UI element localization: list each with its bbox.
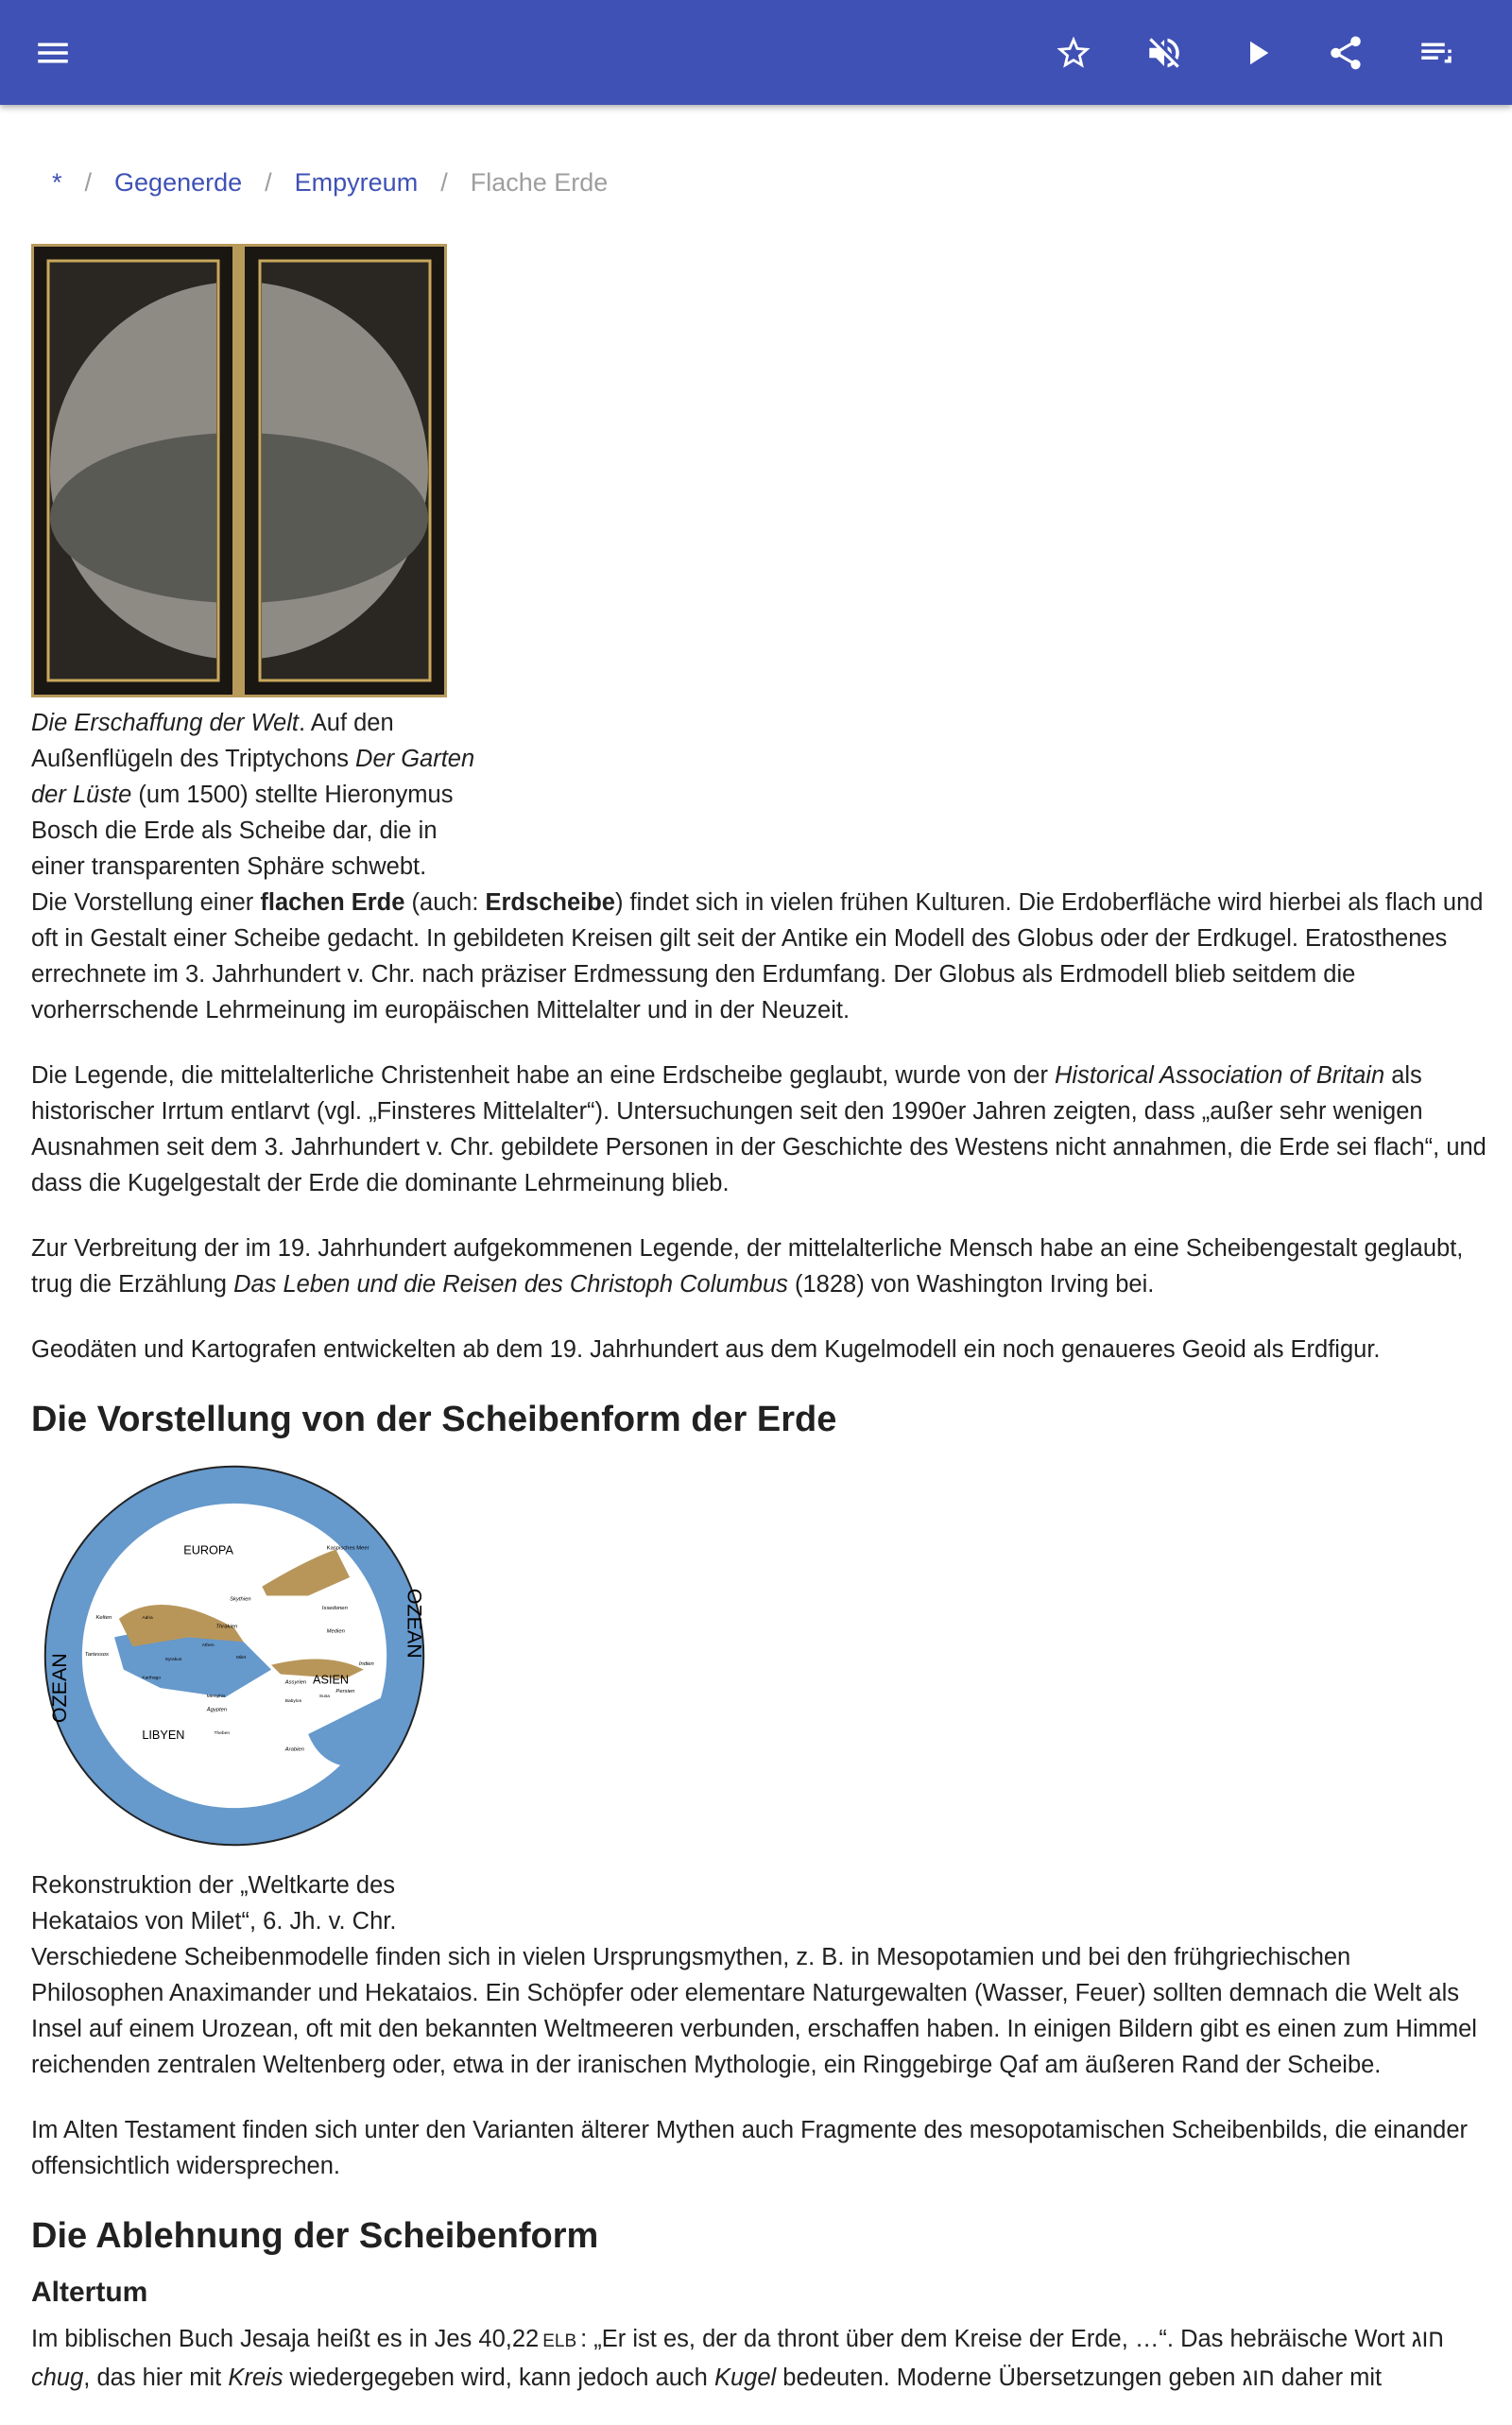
app-bar — [0, 0, 1512, 105]
section1-paragraph-2: Im Alten Testament finden sich unter den Varianten älterer Mythen auch Fragmente des mesopotamischen Scheibenbilds, die einander offensichtlich widersprechen. — [31, 2117, 1469, 2179]
share-icon[interactable] — [1319, 26, 1372, 79]
article — [31, 244, 1486, 2425]
section1-paragraph-1: Verschiedene Scheibenmodelle finden sich in vielen Ursprungsmythen, z. B. in Mesopotamien und bei den frühgriechischen Philosophen Anaximander und Hekataios. Ein Schöpfer oder elementare Naturgewalten (Wasser, Feuer) sollten demnach die Welt als Insel auf einem Urozean, oft mit den bekannten Weltmeeren verbunden, erschaffen haben. In einigen Bildern gibt es einen zum Himmel reichenden zentralen Weltenberg oder, etwa in der iranischen Mythologie, ein Ringgebirge Qaf am äußeren Rand der Scheibe. — [31, 1944, 1477, 2078]
section-heading: Die Vorstellung von der Scheibenform der Erde — [31, 1400, 837, 1439]
separator: / — [265, 168, 272, 197]
svg-text:EUROPA: EUROPA — [183, 1543, 233, 1557]
svg-text:Syrakus: Syrakus — [164, 1657, 182, 1662]
hekataios-map-image[interactable] — [31, 1457, 438, 1854]
bible-ref-link[interactable]: ELB — [542, 2331, 577, 2351]
svg-text:Adria: Adria — [142, 1615, 153, 1621]
svg-text:Arabien: Arabien — [284, 1746, 304, 1753]
svg-text:Indien: Indien — [358, 1660, 374, 1667]
breadcrumb-gegenerde[interactable]: Gegenerde — [114, 168, 243, 197]
section2-paragraph-1: Im biblischen Buch Jesaja heißt es in Jes 40,22 ELB : „Er ist es, der da thront über dem Kreise der Erde, …“. Das hebräische Wort חוג chug, das hier mit Kreis wiedergegeben wird, kann jedoch auch Kugel bedeuten. Moderne Übersetzungen geben חוג daher mit — [31, 2326, 1444, 2391]
breadcrumb — [52, 168, 608, 198]
svg-text:Assyrien: Assyrien — [284, 1679, 307, 1686]
svg-text:Karthago: Karthago — [142, 1676, 162, 1681]
breadcrumb-empyreum[interactable]: Empyreum — [294, 168, 419, 197]
bosch-triptych-image[interactable] — [31, 244, 447, 697]
separator: / — [84, 168, 93, 197]
separator: / — [440, 168, 448, 197]
svg-text:Issedonen: Issedonen — [321, 1606, 348, 1612]
svg-text:Athen: Athen — [201, 1643, 215, 1649]
svg-text:Tartessos: Tartessos — [84, 1652, 109, 1658]
play-icon[interactable] — [1230, 26, 1283, 79]
star-icon[interactable] — [1047, 26, 1100, 79]
svg-text:Thrakien: Thrakien — [215, 1624, 238, 1630]
svg-text:Persien: Persien — [335, 1689, 355, 1695]
intro-paragraph-3: Zur Verbreitung der im 19. Jahrhundert aufgekommenen Legende, der mittelalterliche Mensch habe an eine Scheibengestalt geglaubt, trug die Erzählung Das Leben und die Reisen des Christoph Columbus (1828) von Washington Irving bei. — [31, 1235, 1464, 1298]
svg-text:Milet: Milet — [235, 1655, 247, 1660]
menu-icon[interactable] — [26, 26, 79, 79]
svg-text:Skythien: Skythien — [230, 1596, 251, 1603]
svg-text:LIBYEN: LIBYEN — [142, 1728, 185, 1742]
intro-paragraph-4: Geodäten und Kartografen entwickelten ab dem 19. Jahrhundert aus dem Kugelmodell ein noch genaueres Geoid als Erdfigur. — [31, 1336, 1381, 1363]
svg-text:Kelten: Kelten — [95, 1614, 112, 1621]
svg-text:Memphis: Memphis — [206, 1694, 226, 1699]
breadcrumb-current: Flache Erde — [470, 168, 609, 197]
svg-text:Ägypten: Ägypten — [206, 1707, 228, 1713]
subsection-heading: Altertum — [31, 2277, 148, 2308]
figure-caption: Die Erschaffung der Welt. Auf den Außenflügeln des Triptychons Der Garten der Lüste (um 1500) stellte Hieronymus Bosch die Erde als Scheibe dar, die in einer transparenten Sphäre schwebt. — [31, 710, 475, 880]
list-icon[interactable] — [1410, 26, 1463, 79]
svg-text:OZEAN: OZEAN — [48, 1653, 72, 1724]
section-heading: Die Ablehnung der Scheibenform — [31, 2216, 599, 2256]
volume-off-icon[interactable] — [1138, 26, 1191, 79]
intro-paragraph-2: Die Legende, die mittelalterliche Christenheit habe an eine Erdscheibe geglaubt, wurde von der Historical Association of Britain als historischer Irrtum entlarvt (vgl. „Finsteres Mittelalter“). Untersuchungen seit den 1990er Jahren zeigten, dass „außer sehr wenigen Ausnahmen seit dem 3. Jahrhundert v. Chr. gebildete Personen in der Geschichte des Westens nicht annahmen, die Erde sei flach“, und dass die Kugelgestalt der Erde die dominante Lehrmeinung blieb. — [31, 1062, 1486, 1196]
svg-text:Susa: Susa — [318, 1694, 330, 1699]
svg-text:ASIEN: ASIEN — [313, 1673, 350, 1687]
svg-text:Medien: Medien — [326, 1628, 345, 1635]
breadcrumb-root[interactable]: * — [52, 168, 62, 197]
svg-text:OZEAN: OZEAN — [403, 1588, 426, 1659]
svg-text:Theben: Theben — [214, 1731, 231, 1737]
map-caption: Rekonstruktion der „Weltkarte des Hekataios von Milet“, 6. Jh. v. Chr. — [31, 1872, 397, 1935]
svg-text:Kaspisches Meer: Kaspisches Meer — [326, 1545, 369, 1552]
intro-paragraph-1: Die Vorstellung einer flachen Erde (auch: Erdscheibe) findet sich in vielen frühen Kulturen. Die Erdoberfläche wird hierbei als flach und oft in Gestalt einer Scheibe gedacht. In gebildeten Kreisen gilt seit der Antike ein Modell des Globus oder der Erdkugel. Eratosthenes errechnete im 3. Jahrhundert v. Chr. nach präziser Erdmessung den Erdumfang. Der Globus als Erdmodell blieb seitdem die vorherrschende Lehrmeinung im europäischen Mittelalter und in der Neuzeit. — [31, 889, 1484, 1023]
svg-text:Babylon: Babylon — [284, 1698, 302, 1704]
